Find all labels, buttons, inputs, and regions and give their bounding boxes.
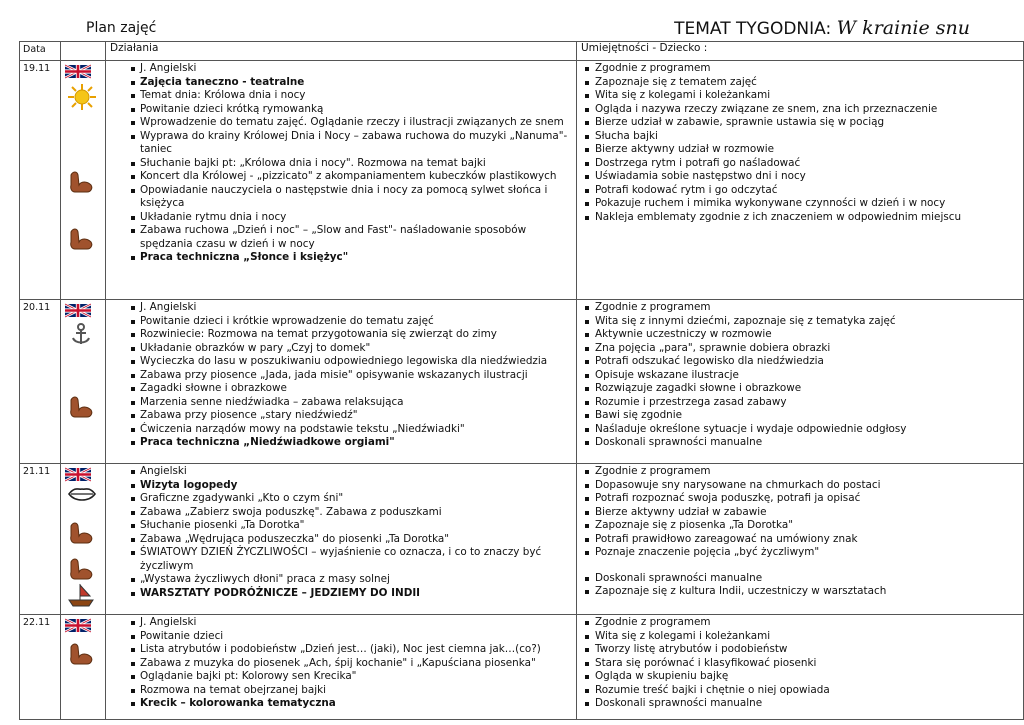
activity-item: Zabawa „Zabierz swoja poduszkę". Zabawa z poduszkami: [106, 506, 576, 520]
activities-cell: [106, 300, 577, 464]
skills-cell: [577, 61, 1024, 300]
uk-flag-icon: [65, 618, 91, 633]
activity-item: WARSZTATY PODRÓŻNICZE – JEDZIEMY DO INDII: [106, 587, 576, 601]
activity-item: Rozmowa na temat obejrzanej bajki: [106, 684, 576, 698]
activity-item: Graficzne zgadywanki „Kto o czym śni": [106, 492, 576, 506]
strong-arm-icon: [67, 226, 95, 256]
activity-item: Praca techniczna „Słonce i księżyc": [106, 251, 576, 265]
anchor-icon: [67, 322, 95, 352]
day-date: 20.11: [20, 300, 61, 464]
activity-item: Opowiadanie nauczyciela o następstwie dnia i nocy za pomocą sylwet słońca i księżyca: [106, 184, 576, 211]
skill-item: Aktywnie uczestniczy w rozmowie: [577, 328, 1023, 342]
skill-item: Zgodnie z programem: [577, 301, 1023, 315]
col-icons: [61, 42, 106, 61]
skills-cell: [577, 464, 1024, 615]
plan-title: Plan zajęć: [86, 20, 157, 36]
activity-item: Zajęcia taneczno - teatralne: [106, 76, 576, 90]
day-row: [20, 300, 1024, 464]
activity-item: J. Angielski: [106, 616, 576, 630]
skill-item: Zapoznaje się z tematem zajęć: [577, 76, 1023, 90]
col-activities: Działania: [106, 42, 577, 61]
day-icons: [61, 300, 106, 464]
skill-item: Doskonali sprawności manualne: [577, 572, 1023, 586]
activity-item: Oglądanie bajki pt: Kolorowy sen Krecika": [106, 670, 576, 684]
uk-flag-icon: [65, 467, 91, 482]
activity-item: Zabawa „Wędrująca poduszeczka" do piosenki „Ta Dorotka": [106, 533, 576, 547]
strong-arm-icon: [67, 641, 95, 671]
skill-item: Dopasowuje sny narysowane na chmurkach do postaci: [577, 479, 1023, 493]
activity-item: Temat dnia: Królowa dnia i nocy: [106, 89, 576, 103]
skill-item: Rozumie treść bajki i chętnie o niej opowiada: [577, 684, 1023, 698]
activity-item: Słuchanie piosenki „Ta Dorotka": [106, 519, 576, 533]
skill-item: Rozumie i przestrzega zasad zabawy: [577, 396, 1023, 410]
strong-arm-icon: [67, 394, 95, 424]
sun-icon: [67, 83, 97, 115]
day-icons: [61, 61, 106, 300]
activity-item: Zabawa przy piosence „Jada, jada misie" opisywanie wskazanych ilustracji: [106, 369, 576, 383]
skill-item: Bierze aktywny udział w rozmowie: [577, 143, 1023, 157]
activity-item: Powitanie dzieci i krótkie wprowadzenie do tematu zajęć: [106, 315, 576, 329]
activity-item: Marzenia senne niedźwiadka – zabawa relaksująca: [106, 396, 576, 410]
boat-icon: [67, 582, 95, 612]
skill-item: Pokazuje ruchem i mimika wykonywane czynności w dzień i w nocy: [577, 197, 1023, 211]
activity-item: Słuchanie bajki pt: „Królowa dnia i nocy". Rozmowa na temat bajki: [106, 157, 576, 171]
skill-item: Potrafi odszukać legowisko dla niedźwiedzia: [577, 355, 1023, 369]
strong-arm-icon: [67, 169, 95, 199]
topic-header: [674, 17, 970, 39]
skill-item: Rozwiązuje zagadki słowne i obrazkowe: [577, 382, 1023, 396]
activities-cell: [106, 615, 577, 720]
skill-item: Zapoznaje się z kultura Indii, uczestniczy w warsztatach: [577, 585, 1023, 599]
day-date: 22.11: [20, 615, 61, 720]
lips-icon: [67, 484, 97, 508]
skill-item: Bawi się zgodnie: [577, 409, 1023, 423]
activity-item: „Wystawa życzliwych dłoni" praca z masy solnej: [106, 573, 576, 587]
strong-arm-icon: [67, 520, 95, 550]
skill-item: Potrafi prawidłowo zareagować na umówiony znak: [577, 533, 1023, 547]
skill-item: Wita się z kolegami i koleżankami: [577, 89, 1023, 103]
activity-item: Zabawa ruchowa „Dzień i noc" – „Slow and Fast"- naśladowanie sposobów spędzania czasu w dzień i w nocy: [106, 224, 576, 251]
activities-cell: [106, 61, 577, 300]
plan-table: [19, 41, 1024, 720]
activity-item: Zabawa przy piosence „stary niedźwiedź": [106, 409, 576, 423]
skill-item: Ogląda w skupieniu bajkę: [577, 670, 1023, 684]
skill-item: Potrafi rozpoznać swoja poduszkę, potrafi ja opisać: [577, 492, 1023, 506]
uk-flag-icon: [65, 64, 91, 79]
skill-item: Zgodnie z programem: [577, 62, 1023, 76]
activity-item: Zabawa z muzyka do piosenek „Ach, śpij kochanie" i „Kapuściana piosenka": [106, 657, 576, 671]
skill-item: Wita się z kolegami i koleżankami: [577, 630, 1023, 644]
day-row: [20, 61, 1024, 300]
day-icons: [61, 464, 106, 615]
activity-item: Zagadki słowne i obrazkowe: [106, 382, 576, 396]
activity-item: Ćwiczenia narządów mowy na podstawie tekstu „Niedźwiadki": [106, 423, 576, 437]
activity-item: Wizyta logopedy: [106, 479, 576, 493]
activity-item: J. Angielski: [106, 301, 576, 315]
skill-item: Stara się porównać i klasyfikować piosenki: [577, 657, 1023, 671]
skill-item: Zna pojęcia „para", sprawnie dobiera obrazki: [577, 342, 1023, 356]
skill-item: Zgodnie z programem: [577, 616, 1023, 630]
skill-item: Poznaje znaczenie pojęcia „być życzliwym": [577, 546, 1023, 560]
skill-item: Bierze udział w zabawie, sprawnie ustawia się w pociąg: [577, 116, 1023, 130]
topic-value: W krainie snu: [836, 17, 970, 39]
activity-item: Praca techniczna „Niedźwiadkowe orgiami": [106, 436, 576, 450]
topic-label: TEMAT TYGODNIA:: [674, 19, 832, 39]
activity-item: Lista atrybutów i podobieństw „Dzień jest… (jaki), Noc jest ciemna jak…(co?): [106, 643, 576, 657]
activity-item: ŚWIATOWY DZIEŃ ŻYCZLIWOŚCI – wyjaśnienie co oznacza, i co to znaczy być życzliwym: [106, 546, 576, 573]
activity-item: Powitanie dzieci krótką rymowanką: [106, 103, 576, 117]
day-row: [20, 464, 1024, 615]
skill-item: Dostrzega rytm i potrafi go naśladować: [577, 157, 1023, 171]
skill-item: Doskonali sprawności manualne: [577, 697, 1023, 711]
activity-item: Angielski: [106, 465, 576, 479]
activities-cell: [106, 464, 577, 615]
activity-item: Koncert dla Królowej - „pizzicato" z akompaniamentem kubeczków plastikowych: [106, 170, 576, 184]
skill-item: Naśladuje określone sytuacje i wydaje odpowiednie odgłosy: [577, 423, 1023, 437]
skill-item: Doskonali sprawności manualne: [577, 436, 1023, 450]
col-skills: Umiejętności - Dziecko :: [577, 42, 1024, 61]
skill-item: Słucha bajki: [577, 130, 1023, 144]
skill-item: Zgodnie z programem: [577, 465, 1023, 479]
activity-item: Powitanie dzieci: [106, 630, 576, 644]
activity-item: Krecik – kolorowanka tematyczna: [106, 697, 576, 711]
day-icons: [61, 615, 106, 720]
activity-item: Wyprawa do krainy Królowej Dnia i Nocy – zabawa ruchowa do muzyki „Nanuma"- taniec: [106, 130, 576, 157]
skill-item: Uświadamia sobie następstwo dni i nocy: [577, 170, 1023, 184]
skills-cell: [577, 615, 1024, 720]
activity-item: Rozwiniecie: Rozmowa na temat przygotowania się zwierząt do zimy: [106, 328, 576, 342]
skill-item: Zapoznaje się z piosenka „Ta Dorotka": [577, 519, 1023, 533]
uk-flag-icon: [65, 303, 91, 318]
day-row: [20, 615, 1024, 720]
skill-item: Wita się z innymi dziećmi, zapoznaje się z tematyka zajęć: [577, 315, 1023, 329]
skill-item: Tworzy listę atrybutów i podobieństw: [577, 643, 1023, 657]
skills-cell: [577, 300, 1024, 464]
skill-item: Bierze aktywny udział w zabawie: [577, 506, 1023, 520]
skill-item: Potrafi kodować rytm i go odczytać: [577, 184, 1023, 198]
day-date: 21.11: [20, 464, 61, 615]
activity-item: Układanie obrazków w pary „Czyj to domek": [106, 342, 576, 356]
skill-item: Opisuje wskazane ilustracje: [577, 369, 1023, 383]
day-date: 19.11: [20, 61, 61, 300]
activity-item: J. Angielski: [106, 62, 576, 76]
skill-item: Ogląda i nazywa rzeczy związane ze snem, zna ich przeznaczenie: [577, 103, 1023, 117]
activity-item: Układanie rytmu dnia i nocy: [106, 211, 576, 225]
skill-item: Nakleja emblematy zgodnie z ich znaczeniem w odpowiednim miejscu: [577, 211, 1023, 225]
col-date: Data: [20, 42, 61, 61]
activity-item: Wprowadzenie do tematu zajęć. Oglądanie rzeczy i ilustracji związanych ze snem: [106, 116, 576, 130]
activity-item: Wycieczka do lasu w poszukiwaniu odpowiedniego legowiska dla niedźwiedzia: [106, 355, 576, 369]
